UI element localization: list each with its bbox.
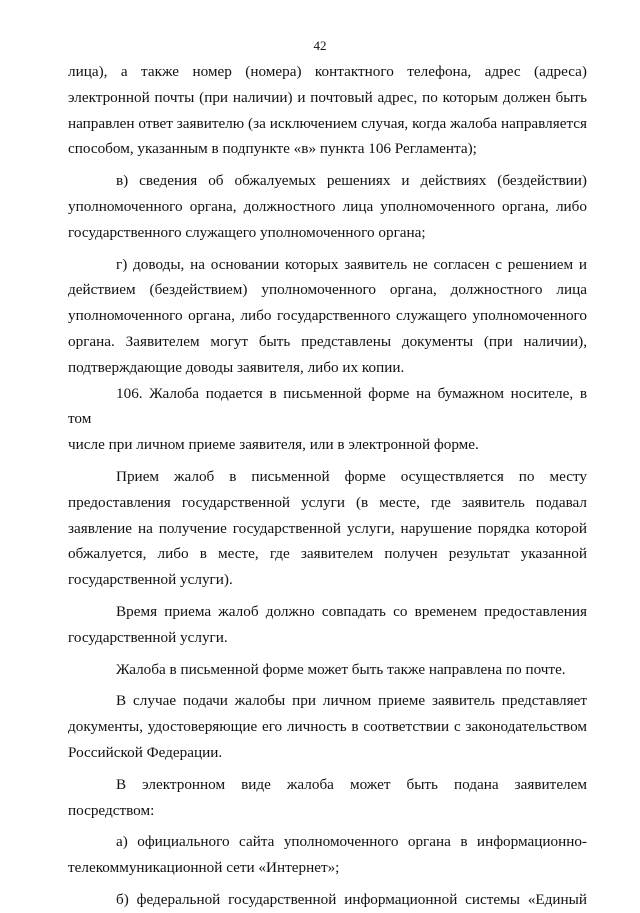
- item-g-line-5: подтверждающие доводы заявителя, либо их копии.: [68, 358, 405, 376]
- reception-time-line-2: государственной услуги.: [68, 628, 228, 646]
- item-g-line-2: действием (бездействием) уполномоченного органа, должностного лица: [68, 281, 587, 299]
- item-a-line-1: а) официального сайта уполномоченного органа в информационно-: [116, 833, 587, 851]
- reception-time-line-1: Время приема жалоб должно совпадать со временем предоставления: [116, 602, 587, 620]
- item-g-line-3: уполномоченного органа, либо государственного служащего уполномоченного: [68, 307, 587, 325]
- clause-106-line-2: числе при личном приеме заявителя, или в электронной форме.: [68, 436, 479, 454]
- item-v-line-1: в) сведения об обжалуемых решениях и действиях (бездействии): [116, 172, 587, 190]
- item-g-line-1: г) доводы, на основании которых заявитель не согласен с решением и: [116, 255, 587, 273]
- item-a-line-2: телекоммуникационной сети «Интернет»;: [68, 859, 340, 877]
- personal-reception-line-2: документы, удостоверяющие его личность в соответствии с законодательством: [68, 718, 587, 736]
- written-reception-line-5: государственной услуги).: [68, 571, 233, 589]
- written-reception-line-4: обжалуется, либо в месте, где заявителем получен результат указанной: [68, 545, 587, 563]
- paragraph-contact-line-4: способом, указанным в подпункте «в» пункта 106 Регламента);: [68, 140, 477, 158]
- written-reception-line-1: Прием жалоб в письменной форме осуществляется по месту: [116, 467, 587, 485]
- paragraph-contact-line-1: лица), а также номер (номера) контактного телефона, адрес (адреса): [68, 63, 587, 80]
- item-g-line-4: органа. Заявителем могут быть представлены документы (при наличии),: [68, 332, 587, 350]
- personal-reception-line-1: В случае подачи жалобы при личном приеме заявитель представляет: [116, 692, 587, 710]
- personal-reception-line-3: Российской Федерации.: [68, 743, 223, 761]
- item-v-line-2: уполномоченного органа, должностного лица уполномоченного органа, либо: [68, 197, 587, 215]
- paragraph-contact-line-3: направлен ответ заявителю (за исключением случая, когда жалоба направляется: [68, 114, 587, 132]
- document-body: [68, 59, 587, 913]
- electronic-form-line-1: В электронном виде жалоба может быть подана заявителем: [116, 775, 587, 793]
- written-reception-line-2: предоставления государственной услуги (в месте, где заявитель подавал: [68, 493, 587, 511]
- page-number: 42: [313, 38, 327, 53]
- electronic-form-line-2: посредством:: [68, 801, 155, 819]
- clause-106-line-1: 106. Жалоба подается в письменной форме на бумажном носителе, в том: [68, 384, 587, 428]
- written-reception-line-3: заявление на получение государственной услуги, нарушение порядка которой: [68, 519, 587, 537]
- item-b-line-1: б) федеральной государственной информационной системы «Единый: [116, 890, 587, 908]
- mail-complaint-line-1: Жалоба в письменной форме может быть также направлена по почте.: [116, 660, 566, 678]
- paragraph-contact-line-2: электронной почты (при наличии) и почтовый адрес, по которым должен быть: [68, 88, 587, 106]
- item-v-line-3: государственного служащего уполномоченного органа;: [68, 223, 426, 241]
